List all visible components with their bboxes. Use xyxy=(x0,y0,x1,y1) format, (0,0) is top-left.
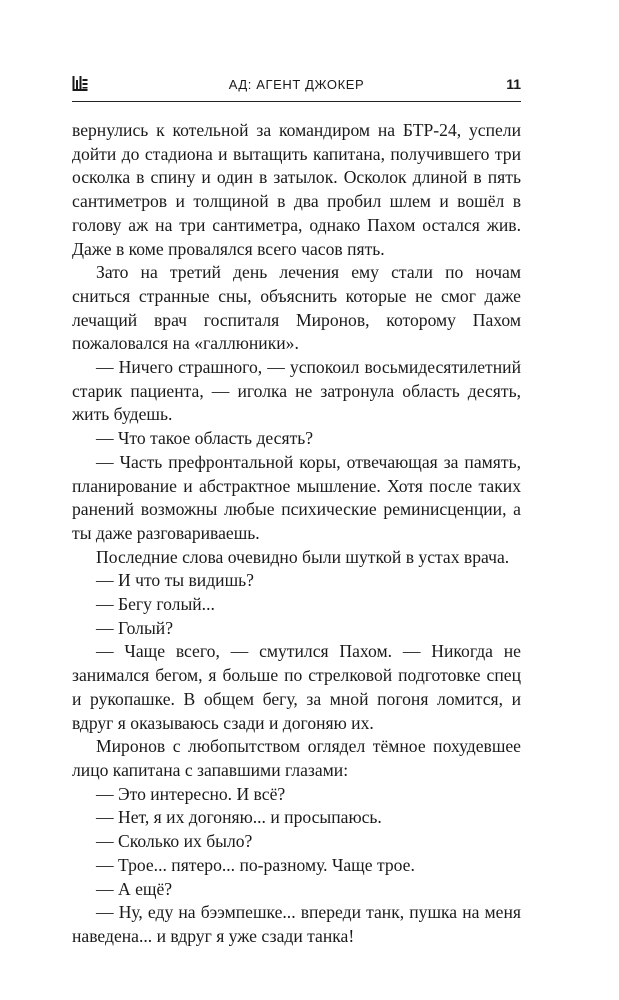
dialogue-line: — Это интересно. И всё? xyxy=(96,783,286,804)
page-body-text xyxy=(72,119,521,949)
dialogue-line: — Часть префронтальной коры, отвечающая за память, планирование и абстрактное мышление. Хотя после таких ранений возможны любые психические реминисценции, а ты даже разговариваешь. xyxy=(72,451,521,543)
page-number: 11 xyxy=(506,76,521,92)
paragraph: Миронов с любопытством оглядел тёмное похудевшее лицо капитана с запавшими глазами: xyxy=(72,736,521,780)
dialogue-line: — Бегу голый... xyxy=(96,594,215,615)
dialogue-line: — Ну, еду на бээмпешке... впереди танк, пушка на меня наведена... и вдруг я уже сзади танка! xyxy=(72,902,521,946)
dialogue-line: — Чаще всего, — смутился Пахом. — Никогда не занимался бегом, я больше по стрелковой подготовке спец и рукопашке. В общем бегу, за мной погоня ломится, и вдруг я оказываюсь сзади и догоняю их. xyxy=(72,641,521,733)
dialogue-line: — Сколько их было? xyxy=(96,831,253,852)
header-divider xyxy=(72,101,521,102)
running-title: АД: АГЕНТ ДЖОКЕР xyxy=(228,77,365,92)
dialogue-line: — Трое... пятеро... по-разному. Чаще трое. xyxy=(96,854,415,875)
dialogue-line: — А ещё? xyxy=(96,878,173,899)
dialogue-line: — Что такое область десять? xyxy=(96,428,314,449)
page-header xyxy=(72,76,521,98)
dialogue-line: — Ничего страшного, — успокоил восьмидесятилетний старик пациента, — иголка не затронула область десять, жить будешь. xyxy=(72,357,521,425)
dialogue-line: — И что ты видишь? xyxy=(96,570,254,591)
paragraph: вернулись к котельной за командиром на БТР-24, успели дойти до стадиона и вытащить капитана, получившего три осколка в спину и один в затылок. Осколок длиной в пять сантиметров и толщиной в два пробил шлем и вошёл в голову аж на три сантиметра, однако Пахом остался жив. Даже в коме провалялся всего часов пять. xyxy=(72,120,521,259)
paragraph: Зато на третий день лечения ему стали по ночам сниться странные сны, объяснить которые не смог даже лечащий врач госпиталя Миронов, которому Пахом пожаловался на «галлюники». xyxy=(72,262,521,354)
paragraph: Последние слова очевидно были шуткой в устах врача. xyxy=(96,546,510,567)
dialogue-line: — Нет, я их догоняю... и просыпаюсь. xyxy=(96,807,382,828)
dialogue-line: — Голый? xyxy=(96,617,174,638)
